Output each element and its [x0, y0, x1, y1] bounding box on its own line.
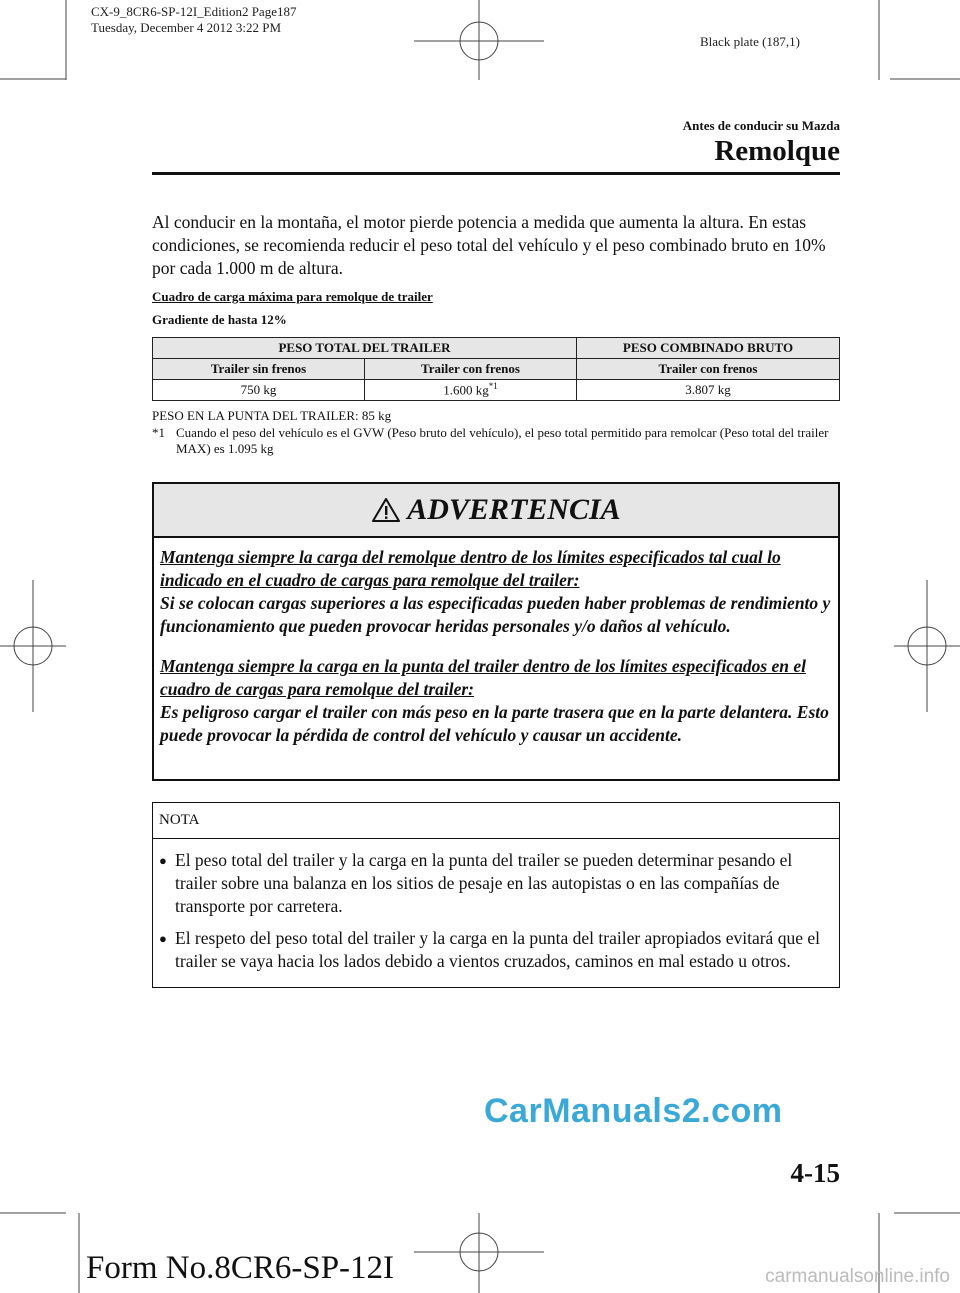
sub-header: Trailer con frenos: [365, 359, 577, 380]
footnote-ref: *1: [488, 381, 498, 392]
warning-heading: Mantenga siempre la carga del remolque dentro de los límites especificados tal cual lo indicado en el cuadro de cargas para remolque del trailer:: [160, 547, 781, 590]
load-table: [152, 337, 840, 401]
table-cell: [365, 380, 577, 401]
warning-heading: Mantenga siempre la carga en la punta del trailer dentro de los límites especificados en el cuadro de cargas para remolque del trailer:: [160, 656, 807, 699]
sub-header: Trailer con frenos: [577, 359, 840, 380]
site-watermark: carmanualsonline.info: [765, 1266, 950, 1287]
warning-text: Si se colocan cargas superiores a las especificadas pueden haber problemas de rendimiento y funcionamiento que pueden provocar heridas personales y/o daños al vehículo.: [160, 593, 831, 636]
warning-title: ADVERTENCIA: [407, 493, 621, 526]
group-header: PESO TOTAL DEL TRAILER: [153, 338, 577, 359]
note-list: [153, 839, 839, 973]
warning-triangle-icon: [371, 497, 401, 523]
note-title: NOTA: [153, 803, 839, 839]
bullet-icon: ●: [159, 931, 167, 946]
warning-header: [154, 484, 838, 538]
bullet-icon: ●: [159, 853, 167, 868]
load-table-subtitle: Gradiente de hasta 12%: [152, 312, 287, 327]
page-number: 4-15: [790, 1158, 840, 1188]
sub-header: Trailer sin frenos: [153, 359, 365, 380]
note-item-text: El respeto del peso total del trailer y la carga en la punta del trailer apropiados evitará que el trailer se vaya hacia los lados debido a vientos cruzados, caminos en mal estado u otros.: [175, 928, 820, 971]
warning-text: Es peligroso cargar el trailer con más peso en la parte trasera que en la parte delantera. Esto puede provocar la pérdida de control del vehículo y causar un accidente.: [160, 702, 829, 745]
print-date-line: Tuesday, December 4 2012 3:22 PM: [91, 20, 282, 35]
section-title: Remolque: [714, 135, 840, 167]
chapter-title: Antes de conducir su Mazda: [682, 118, 840, 133]
table-cell-value: 1.600 kg: [443, 382, 489, 398]
tongue-weight: PESO EN LA PUNTA DEL TRAILER: 85 kg: [152, 408, 392, 423]
print-job-line: CX-9_8CR6-SP-12I_Edition2 Page187: [91, 4, 297, 19]
note-item-text: El peso total del trailer y la carga en la punta del trailer se pueden determinar pesando el trailer sobre una balanza en los sitios de pesaje en las autopistas o en las compañías de transporte por carretera.: [175, 850, 793, 916]
footnote-text: Cuando el peso del vehículo es el GVW (Peso bruto del vehículo), el peso total permitido para remolcar (Peso total del trailer MAX) es 1.095 kg: [176, 425, 829, 456]
note-box: [152, 802, 840, 988]
table-row: [153, 380, 840, 401]
plate-label: Black plate (187,1): [700, 34, 800, 49]
table-cell: 750 kg: [153, 380, 365, 401]
warning-box: [152, 482, 840, 781]
warning-body: [154, 538, 838, 747]
watermark-logo: CarManuals2.com: [484, 1092, 783, 1130]
load-footnote: [152, 425, 838, 457]
table-cell: 3.807 kg: [577, 380, 840, 401]
list-item: [159, 849, 831, 918]
intro-paragraph: Al conducir en la montaña, el motor pierde potencia a medida que aumenta la altura. En estas condiciones, se recomienda reducir el peso total del vehículo y el peso combinado bruto en 10% por cada 1.000 m de altura.: [152, 212, 826, 278]
list-item: [159, 927, 831, 973]
form-number: Form No.8CR6-SP-12I: [86, 1250, 395, 1286]
group-header: PESO COMBINADO BRUTO: [577, 338, 840, 359]
load-table-title: Cuadro de carga máxima para remolque de trailer: [152, 289, 433, 304]
footnote-mark: *1: [152, 425, 165, 440]
